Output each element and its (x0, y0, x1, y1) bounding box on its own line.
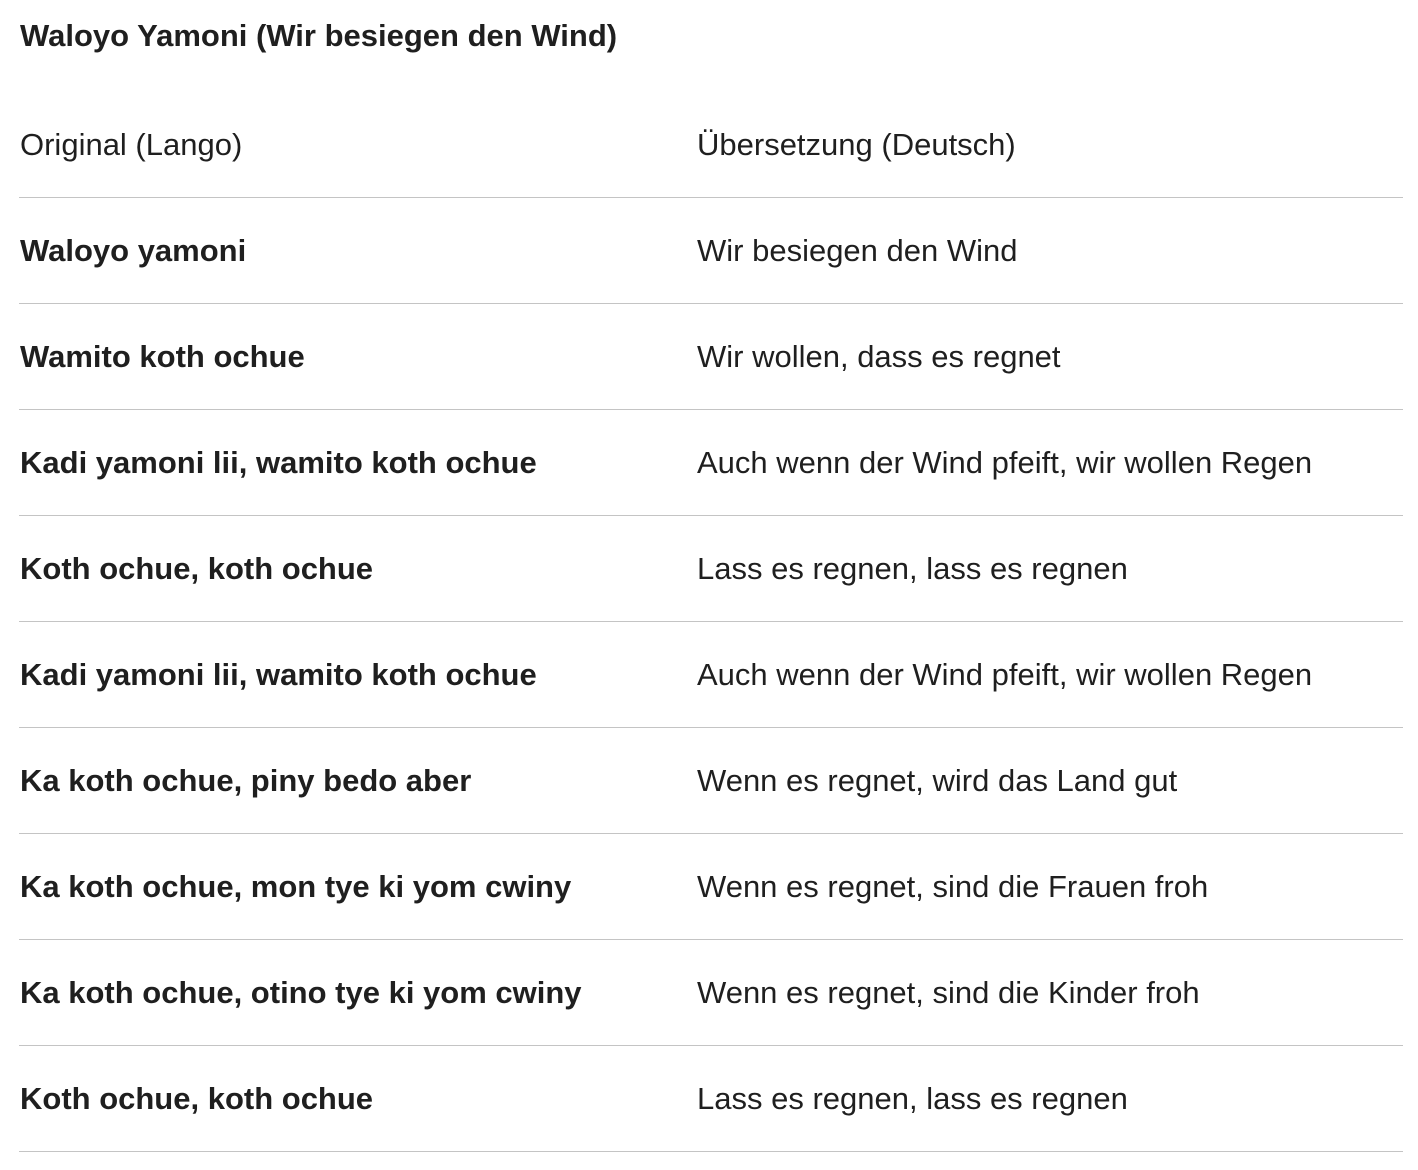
translation-line: Auch wenn der Wind pfeift, wir wollen Regen (697, 445, 1313, 480)
table-row (19, 1046, 1403, 1152)
table-row (19, 516, 1403, 622)
table-row (19, 410, 1403, 516)
translation-line: Wenn es regnet, wird das Land gut (697, 763, 1178, 798)
original-line: Ka koth ochue, piny bedo aber (20, 763, 472, 798)
original-line: Ka koth ochue, otino tye ki yom cwiny (20, 975, 582, 1010)
original-line: Ka koth ochue, mon tye ki yom cwiny (20, 869, 572, 904)
table-row (19, 622, 1403, 728)
original-line: Koth ochue, koth ochue (20, 551, 374, 586)
translation-line: Auch wenn der Wind pfeift, wir wollen Regen (697, 657, 1313, 692)
translation-line: Lass es regnen, lass es regnen (697, 1081, 1128, 1116)
table-row (19, 834, 1403, 940)
translation-line: Wir besiegen den Wind (697, 233, 1018, 268)
translation-line: Wenn es regnet, sind die Kinder froh (697, 975, 1200, 1010)
translation-line: Wir wollen, dass es regnet (697, 339, 1061, 374)
song-title: Waloyo Yamoni (Wir besiegen den Wind) (20, 18, 618, 53)
translation-line: Wenn es regnet, sind die Frauen froh (697, 869, 1209, 904)
lyrics-table (19, 92, 1403, 1152)
header-original: Original (Lango) (20, 127, 243, 162)
translation-line: Lass es regnen, lass es regnen (697, 551, 1128, 586)
original-line: Waloyo yamoni (20, 233, 247, 268)
header-translation: Übersetzung (Deutsch) (697, 127, 1016, 162)
table-row (19, 198, 1403, 304)
table-header-row (19, 92, 1403, 198)
table-row (19, 304, 1403, 410)
original-line: Kadi yamoni lii, wamito koth ochue (20, 445, 537, 480)
original-line: Wamito koth ochue (20, 339, 305, 374)
original-line: Kadi yamoni lii, wamito koth ochue (20, 657, 537, 692)
table-row (19, 940, 1403, 1046)
table-row (19, 728, 1403, 834)
original-line: Koth ochue, koth ochue (20, 1081, 374, 1116)
